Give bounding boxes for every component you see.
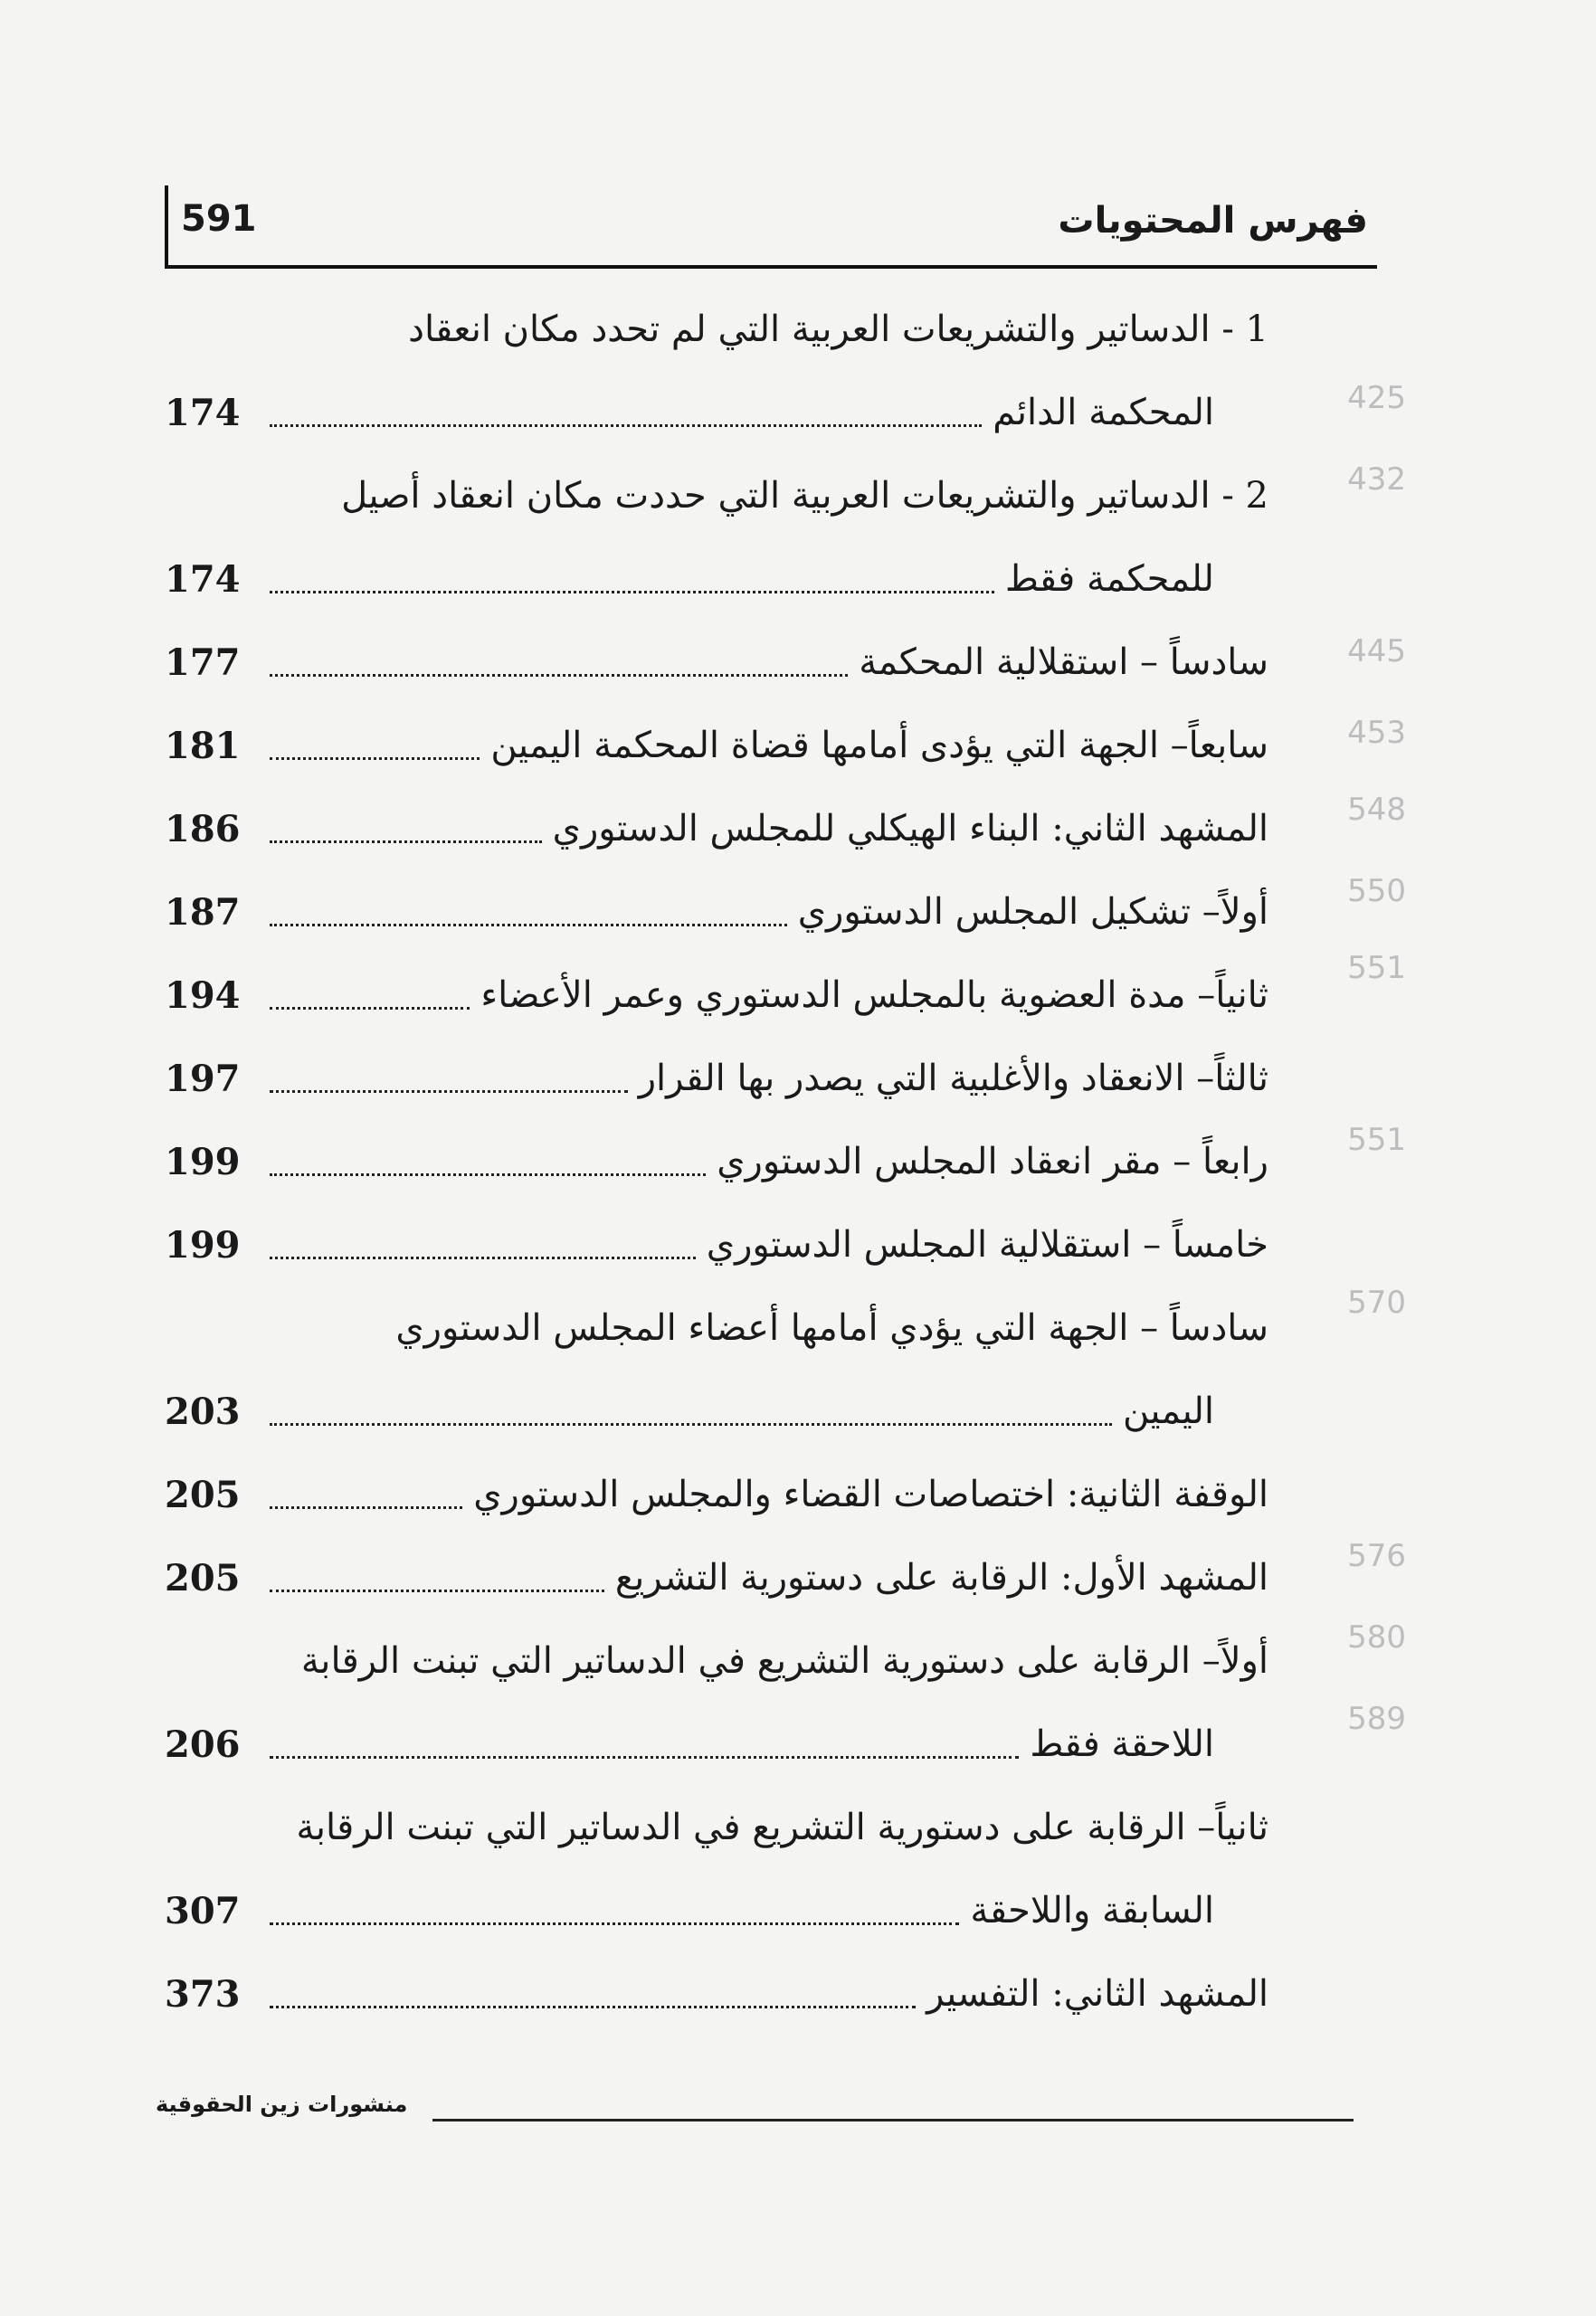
toc-entry-text: المشهد الثاني: التفسير — [926, 1973, 1268, 2015]
toc-page-number: 205 — [165, 1473, 241, 1516]
toc-page-number: 373 — [165, 1972, 241, 2016]
leader-dots — [270, 1756, 1019, 1759]
toc-page-number: 199 — [165, 1223, 241, 1267]
bleed-number: 550 — [1347, 873, 1406, 909]
toc-entry — [165, 1203, 1268, 1286]
toc-entry-text: ثانياً– الرقابة على دستورية التشريع في الدساتير التي تبنت الرقابة — [296, 1807, 1268, 1848]
toc-page-number: 181 — [165, 724, 241, 767]
page-header — [165, 185, 1377, 269]
toc-entry-text: سادساً – استقلالية المحكمة — [859, 641, 1268, 683]
toc-entry-text: السابقة واللاحقة — [970, 1890, 1214, 1932]
leader-dots — [270, 924, 787, 926]
toc-entry — [165, 1536, 1268, 1619]
toc-page-number: 203 — [165, 1390, 241, 1433]
toc-entry-text: أولاً– الرقابة على دستورية التشريع في الدساتير التي تبنت الرقابة — [300, 1640, 1268, 1682]
footer-publisher: منشورات زين الحقوقية — [156, 2092, 408, 2117]
bleed-number: 551 — [1347, 950, 1406, 986]
toc-entry — [165, 1286, 1268, 1370]
toc-page-number: 197 — [165, 1057, 241, 1100]
bleed-number: 580 — [1347, 1619, 1406, 1656]
toc-page-number: 307 — [165, 1889, 241, 1932]
toc-entry — [165, 371, 1268, 454]
header-title: فهرس المحتويات — [1058, 200, 1368, 242]
toc-entry — [165, 954, 1268, 1037]
bleed-number: 425 — [1347, 380, 1406, 416]
toc-entry-text: 1 - الدساتير والتشريعات العربية التي لم تحدد مكان انعقاد — [408, 308, 1268, 350]
toc-page-number: 206 — [165, 1723, 241, 1766]
leader-dots — [270, 1173, 706, 1176]
toc-entry — [165, 870, 1268, 954]
footer-rule — [432, 2119, 1354, 2121]
leader-dots — [270, 2006, 916, 2008]
toc-page-number: 174 — [165, 391, 241, 434]
bleed-number: 551 — [1347, 1122, 1406, 1158]
toc-page-number: 187 — [165, 890, 241, 934]
toc-entry — [165, 1037, 1268, 1120]
bleed-number: 589 — [1347, 1701, 1406, 1737]
toc-entry-text: ثانياً– مدة العضوية بالمجلس الدستوري وعمر الأعضاء — [480, 974, 1268, 1016]
bleed-number: 548 — [1347, 792, 1406, 828]
toc-entry — [165, 537, 1268, 621]
toc-entry — [165, 1370, 1268, 1453]
toc-entry — [165, 621, 1268, 704]
toc-entry-text: اليمين — [1122, 1391, 1214, 1432]
toc-page-number: 186 — [165, 807, 241, 850]
toc-entry — [165, 288, 1268, 371]
bleed-number: 432 — [1347, 461, 1406, 498]
toc-entry-text: المشهد الأول: الرقابة على دستورية التشريع — [614, 1557, 1268, 1599]
leader-dots — [270, 1007, 470, 1010]
toc-page-number: 199 — [165, 1140, 241, 1183]
toc-page-number: 205 — [165, 1556, 241, 1599]
toc-entry — [165, 704, 1268, 787]
toc-entry — [165, 1619, 1268, 1703]
leader-dots — [270, 424, 982, 427]
toc-entry-text: 2 - الدساتير والتشريعات العربية التي حددت مكان انعقاد أصيل — [341, 475, 1268, 517]
toc-entry-text: الوقفة الثانية: اختصاصات القضاء والمجلس الدستوري — [473, 1474, 1268, 1515]
bleed-number: 445 — [1347, 633, 1406, 669]
toc-entry-text: سادساً – الجهة التي يؤدي أمامها أعضاء المجلس الدستوري — [395, 1307, 1268, 1349]
leader-dots — [270, 757, 480, 760]
toc-page-number: 174 — [165, 557, 241, 601]
leader-dots — [270, 1922, 959, 1925]
leader-dots — [270, 1090, 628, 1093]
toc-entry — [165, 1869, 1268, 1952]
toc-entry-text: للمحكمة فقط — [1004, 558, 1214, 600]
page-number: 591 — [181, 198, 257, 240]
leader-dots — [270, 1257, 696, 1259]
toc-entry-text: خامساً – استقلالية المجلس الدستوري — [706, 1224, 1268, 1266]
toc-entry — [165, 1120, 1268, 1203]
toc-entry — [165, 1453, 1268, 1536]
toc-entry-text: رابعاً – مقر انعقاد المجلس الدستوري — [717, 1141, 1268, 1182]
leader-dots — [270, 1590, 604, 1592]
bleed-number: 570 — [1347, 1285, 1406, 1321]
toc-entry-text: المشهد الثاني: البناء الهيكلي للمجلس الدستوري — [552, 808, 1268, 850]
toc-entry — [165, 454, 1268, 537]
leader-dots — [270, 674, 848, 677]
leader-dots — [270, 591, 994, 593]
toc-entry — [165, 1952, 1268, 2036]
toc-page-number: 177 — [165, 641, 241, 684]
bleed-through-numbers — [1334, 326, 1406, 1755]
toc-entry — [165, 1786, 1268, 1869]
toc-entry — [165, 1703, 1268, 1786]
leader-dots — [270, 1506, 462, 1509]
toc-entry-text: ثالثاً– الانعقاد والأغلبية التي يصدر بها القرار — [638, 1058, 1268, 1099]
bleed-number: 576 — [1347, 1538, 1406, 1574]
header-side-rule — [165, 185, 168, 265]
toc-entry-text: المحكمة الدائم — [993, 392, 1214, 433]
toc-entry-text: أولاً– تشكيل المجلس الدستوري — [797, 891, 1268, 933]
toc-entry — [165, 787, 1268, 870]
leader-dots — [270, 1423, 1112, 1426]
toc-entry-text: اللاحقة فقط — [1030, 1723, 1214, 1765]
leader-dots — [270, 840, 542, 843]
toc-entry-text: سابعاً– الجهة التي يؤدى أمامها قضاة المحكمة اليمين — [490, 725, 1268, 766]
toc-page-number: 194 — [165, 973, 241, 1017]
table-of-contents — [165, 288, 1268, 2036]
bleed-number: 453 — [1347, 715, 1406, 751]
